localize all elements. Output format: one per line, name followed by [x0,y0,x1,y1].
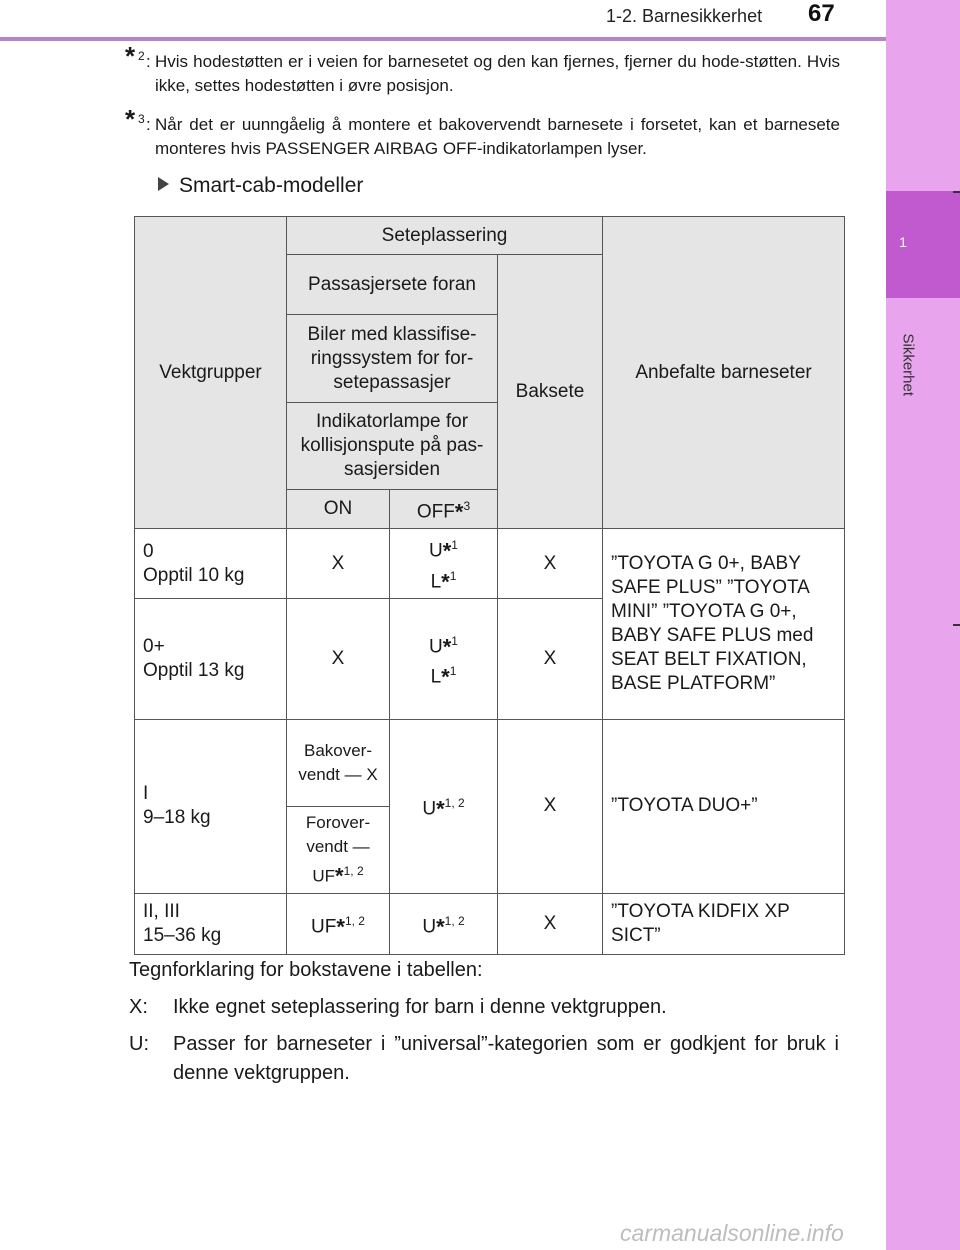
rear-cell: X [498,598,603,719]
subheading-text: Smart-cab-modeller [179,174,364,197]
footnote-text: Hvis hodestøtten er i veien for barnesetet og den kan fjernes, fjerner du hode-støtten. Hvis ikke, settes hodestøtten i øvre posisjon. [155,52,840,95]
header-recommended-seats: Anbefalte barneseter [603,217,845,529]
forward-cell: Forover-vendt — UF*$^{1, 2}$ [287,806,390,893]
on-cell: X [287,529,390,599]
footnote-number: 3 [138,112,145,126]
weight-cell: 0+ Opptil 13 kg [135,598,287,719]
on-cell: UF*$^{1, 2}$ [287,893,390,954]
legend-item-u [129,1030,839,1088]
legend-text: Ikke egnet seteplassering for barn i denne vektgruppen. [173,996,667,1018]
legend-text: Passer for barneseter i ”universal”-kategorien som er godkjent for bruk i denne vektgruppen. [173,1033,839,1084]
weight-cell: I 9–18 kg [135,719,287,893]
triangle-bullet-icon [158,177,169,191]
footnote-colon: : [146,115,151,134]
footnote-star: * [125,104,136,134]
chapter-label: Sikkerhet [899,333,917,397]
header-front-passenger: Passasjersete foran [287,255,498,315]
header-seat-position: Seteplassering [287,217,603,255]
footnote-2 [125,41,840,98]
off-cell: U*$^1$ L*$^1$ [390,598,498,719]
off-cell: U*$^{1, 2}$ [390,893,498,954]
chapter-number: 1 [899,234,907,250]
on-cell: X [287,598,390,719]
section-title: 1-2. Barnesikkerhet [606,6,763,26]
rear-cell: X [498,719,603,893]
recommended-cell: ”TOYOTA G 0+, BABY SAFE PLUS” ”TOYOTA MINI” ”TOYOTA G 0+, BABY SAFE PLUS med SEAT BELT FIXATION, BASE PLATFORM” [603,529,845,720]
off-cell: U*$^{1, 2}$ [390,719,498,893]
footnote-text: Når det er uunngåelig å montere et bakovervendt barnesete i forsetet, kan et barnesete monteres hvis PASSENGER AIRBAG OFF-indikatorlampen lyser. [155,115,840,158]
header-indicator-lamp: Indikatorlampe for kollisjonspute på pas-sasjersiden [287,403,498,490]
weight-cell: II, III 15–36 kg [135,893,287,954]
footnote-3 [125,104,840,161]
tab-marker [953,191,960,193]
header-classification: Biler med klassifise-ringssystem for for-setepassasjer [287,315,498,403]
rear-cell: X [498,529,603,599]
rearward-cell: Bakover-vendt — X [287,719,390,806]
legend-intro: Tegnforklaring for bokstavene i tabellen: [129,959,483,981]
child-seat-table [134,216,845,955]
legend-key: X: [129,996,148,1018]
header-weight-groups: Vektgrupper [135,217,287,529]
recommended-cell: ”TOYOTA DUO+” [603,719,845,893]
tab-marker [953,624,960,626]
off-cell: U*$^1$ L*$^1$ [390,529,498,599]
legend-key: U: [129,1033,149,1055]
page-number: 67 [808,0,835,27]
footnote-number: 2 [138,49,145,63]
header-on: ON [287,490,390,529]
watermark: carmanualsonline.info [620,1220,844,1246]
header-rear-seat: Baksete [498,255,603,529]
header-off: OFF*$^3$ [390,490,498,529]
recommended-cell: ”TOYOTA KIDFIX XP SICT” [603,893,845,954]
legend-item-x [129,993,839,1022]
footnote-colon: : [146,52,151,71]
weight-cell: 0 Opptil 10 kg [135,529,287,599]
subheading [158,174,363,198]
chapter-side-tab[interactable] [886,0,960,1250]
rear-cell: X [498,893,603,954]
footnote-star: * [125,41,136,71]
